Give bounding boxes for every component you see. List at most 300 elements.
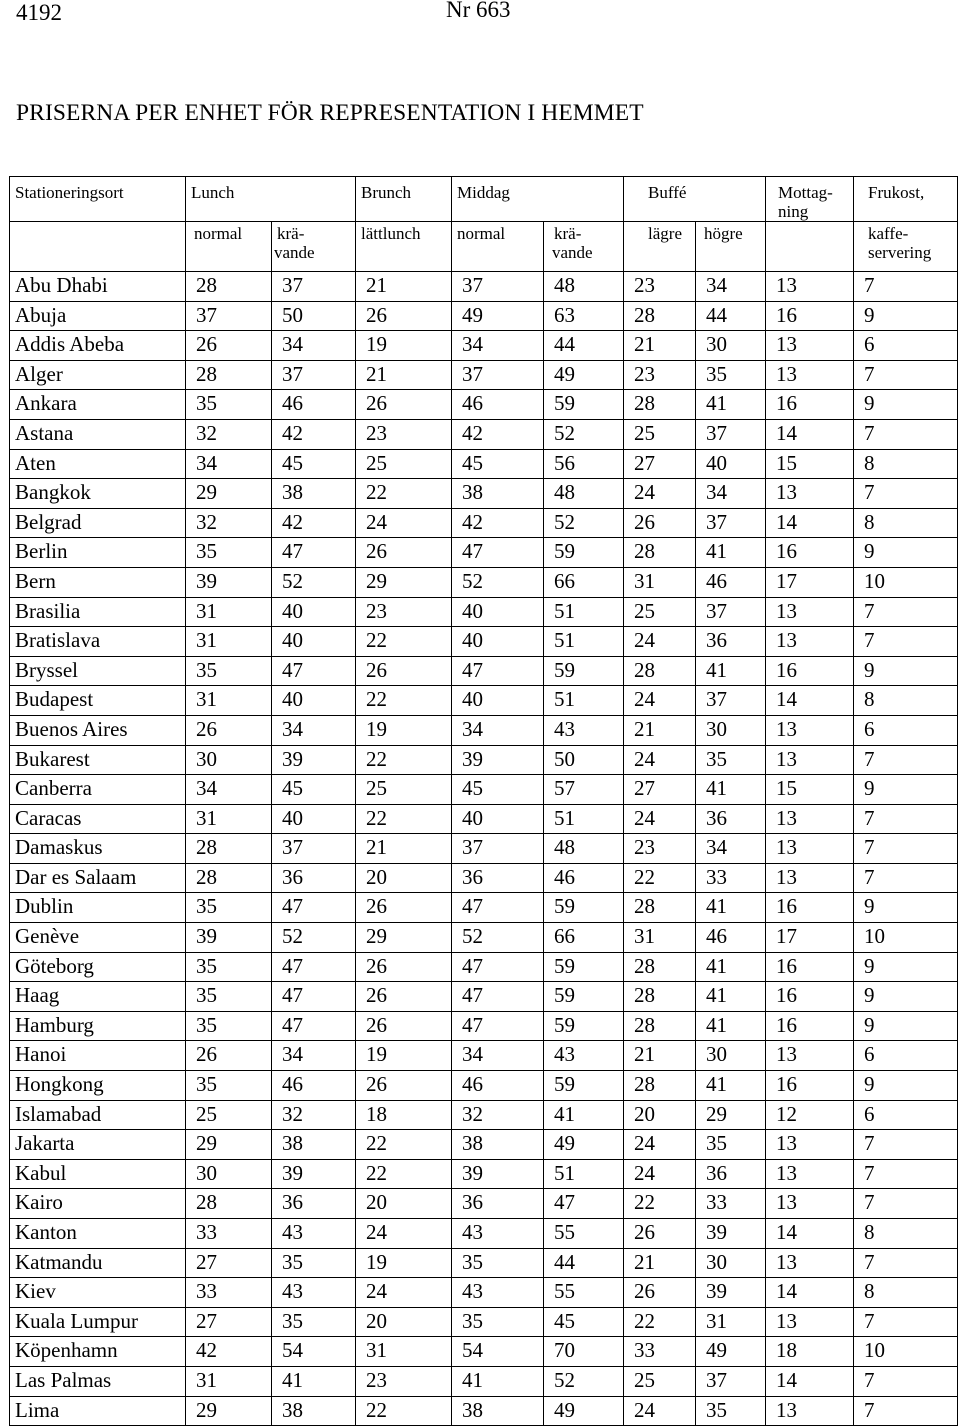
cell-lunch-normal: 39 bbox=[186, 923, 272, 953]
cell-frukost: 8 bbox=[854, 686, 958, 716]
cell-buffe-hogre: 34 bbox=[696, 834, 766, 864]
cell-city: Berlin bbox=[10, 538, 186, 568]
cell-brunch-lattlunch: 26 bbox=[356, 390, 452, 420]
cell-middag-kravande: 59 bbox=[544, 1071, 624, 1101]
cell-lunch-kravande: 40 bbox=[272, 597, 356, 627]
cell-frukost: 6 bbox=[854, 1100, 958, 1130]
cell-lunch-normal: 31 bbox=[186, 627, 272, 657]
cell-buffe-hogre: 41 bbox=[696, 1011, 766, 1041]
cell-middag-normal: 42 bbox=[452, 508, 544, 538]
cell-lunch-normal: 28 bbox=[186, 1189, 272, 1219]
cell-mottagning: 14 bbox=[766, 1278, 854, 1308]
cell-buffe-lagre: 24 bbox=[624, 627, 696, 657]
cell-mottagning: 13 bbox=[766, 331, 854, 361]
cell-brunch-lattlunch: 19 bbox=[356, 715, 452, 745]
cell-lunch-kravande: 43 bbox=[272, 1219, 356, 1249]
cell-mottagning: 13 bbox=[766, 1189, 854, 1219]
cell-buffe-hogre: 41 bbox=[696, 893, 766, 923]
header-lunch-kravande-line2: vande bbox=[274, 243, 315, 262]
table-row bbox=[10, 952, 958, 982]
cell-brunch-lattlunch: 21 bbox=[356, 834, 452, 864]
table-row bbox=[10, 715, 958, 745]
cell-city: Köpenhamn bbox=[10, 1337, 186, 1367]
header-middag: Middag bbox=[452, 177, 624, 222]
cell-middag-normal: 54 bbox=[452, 1337, 544, 1367]
cell-mottagning: 16 bbox=[766, 538, 854, 568]
cell-buffe-hogre: 35 bbox=[696, 1130, 766, 1160]
cell-buffe-hogre: 37 bbox=[696, 597, 766, 627]
cell-buffe-lagre: 28 bbox=[624, 390, 696, 420]
cell-middag-kravande: 63 bbox=[544, 301, 624, 331]
cell-buffe-hogre: 37 bbox=[696, 686, 766, 716]
cell-buffe-lagre: 33 bbox=[624, 1337, 696, 1367]
cell-lunch-normal: 32 bbox=[186, 419, 272, 449]
cell-city: Brasilia bbox=[10, 597, 186, 627]
cell-city: Katmandu bbox=[10, 1248, 186, 1278]
cell-mottagning: 13 bbox=[766, 1041, 854, 1071]
cell-mottagning: 14 bbox=[766, 686, 854, 716]
cell-brunch-lattlunch: 18 bbox=[356, 1100, 452, 1130]
table-row bbox=[10, 1159, 958, 1189]
cell-lunch-kravande: 34 bbox=[272, 715, 356, 745]
cell-lunch-kravande: 39 bbox=[272, 1159, 356, 1189]
cell-buffe-lagre: 27 bbox=[624, 449, 696, 479]
cell-middag-normal: 40 bbox=[452, 686, 544, 716]
cell-middag-kravande: 47 bbox=[544, 1189, 624, 1219]
cell-mottagning: 13 bbox=[766, 597, 854, 627]
cell-middag-kravande: 55 bbox=[544, 1219, 624, 1249]
cell-lunch-kravande: 41 bbox=[272, 1366, 356, 1396]
cell-middag-kravande: 51 bbox=[544, 804, 624, 834]
cell-lunch-normal: 28 bbox=[186, 272, 272, 302]
cell-middag-normal: 47 bbox=[452, 538, 544, 568]
cell-lunch-kravande: 47 bbox=[272, 952, 356, 982]
cell-city: Islamabad bbox=[10, 1100, 186, 1130]
cell-buffe-lagre: 21 bbox=[624, 1248, 696, 1278]
cell-middag-normal: 45 bbox=[452, 449, 544, 479]
cell-brunch-lattlunch: 22 bbox=[356, 686, 452, 716]
cell-middag-normal: 47 bbox=[452, 982, 544, 1012]
table-row bbox=[10, 1278, 958, 1308]
cell-brunch-lattlunch: 20 bbox=[356, 863, 452, 893]
cell-mottagning: 16 bbox=[766, 656, 854, 686]
cell-buffe-lagre: 28 bbox=[624, 982, 696, 1012]
cell-middag-kravande: 56 bbox=[544, 449, 624, 479]
cell-frukost: 7 bbox=[854, 419, 958, 449]
cell-buffe-lagre: 31 bbox=[624, 567, 696, 597]
cell-frukost: 7 bbox=[854, 1366, 958, 1396]
cell-lunch-normal: 32 bbox=[186, 508, 272, 538]
cell-middag-kravande: 59 bbox=[544, 390, 624, 420]
header-sub-empty bbox=[10, 222, 186, 272]
table-row bbox=[10, 893, 958, 923]
cell-middag-kravande: 50 bbox=[544, 745, 624, 775]
header-middag-kravande-line1: krä- bbox=[554, 224, 582, 243]
cell-lunch-normal: 39 bbox=[186, 567, 272, 597]
cell-lunch-kravande: 47 bbox=[272, 1011, 356, 1041]
cell-middag-normal: 47 bbox=[452, 893, 544, 923]
cell-brunch-lattlunch: 23 bbox=[356, 419, 452, 449]
cell-middag-normal: 40 bbox=[452, 597, 544, 627]
cell-middag-kravande: 48 bbox=[544, 834, 624, 864]
cell-brunch-lattlunch: 24 bbox=[356, 1278, 452, 1308]
cell-buffe-hogre: 31 bbox=[696, 1307, 766, 1337]
cell-brunch-lattlunch: 24 bbox=[356, 1219, 452, 1249]
cell-frukost: 7 bbox=[854, 597, 958, 627]
cell-city: Dar es Salaam bbox=[10, 863, 186, 893]
cell-lunch-kravande: 46 bbox=[272, 1071, 356, 1101]
cell-middag-kravande: 49 bbox=[544, 360, 624, 390]
cell-city: Addis Abeba bbox=[10, 331, 186, 361]
cell-buffe-lagre: 28 bbox=[624, 656, 696, 686]
cell-middag-normal: 35 bbox=[452, 1248, 544, 1278]
table-row bbox=[10, 656, 958, 686]
table-row bbox=[10, 1189, 958, 1219]
cell-lunch-kravande: 54 bbox=[272, 1337, 356, 1367]
table-row bbox=[10, 360, 958, 390]
cell-city: Kabul bbox=[10, 1159, 186, 1189]
cell-city: Bern bbox=[10, 567, 186, 597]
table-row bbox=[10, 863, 958, 893]
cell-lunch-kravande: 47 bbox=[272, 538, 356, 568]
cell-buffe-hogre: 37 bbox=[696, 508, 766, 538]
cell-buffe-lagre: 25 bbox=[624, 419, 696, 449]
cell-buffe-hogre: 33 bbox=[696, 1189, 766, 1219]
cell-lunch-kravande: 32 bbox=[272, 1100, 356, 1130]
cell-mottagning: 16 bbox=[766, 982, 854, 1012]
cell-buffe-lagre: 24 bbox=[624, 479, 696, 509]
cell-frukost: 10 bbox=[854, 1337, 958, 1367]
cell-middag-normal: 36 bbox=[452, 863, 544, 893]
cell-buffe-hogre: 30 bbox=[696, 331, 766, 361]
cell-city: Kanton bbox=[10, 1219, 186, 1249]
table-row bbox=[10, 390, 958, 420]
cell-frukost: 7 bbox=[854, 1159, 958, 1189]
cell-lunch-normal: 34 bbox=[186, 449, 272, 479]
cell-mottagning: 16 bbox=[766, 1071, 854, 1101]
cell-buffe-hogre: 46 bbox=[696, 923, 766, 953]
table-row bbox=[10, 1337, 958, 1367]
cell-lunch-kravande: 39 bbox=[272, 745, 356, 775]
table-row bbox=[10, 686, 958, 716]
header-mottagning-sub-empty bbox=[766, 222, 854, 272]
cell-middag-kravande: 51 bbox=[544, 627, 624, 657]
cell-mottagning: 15 bbox=[766, 449, 854, 479]
cell-buffe-lagre: 28 bbox=[624, 893, 696, 923]
cell-buffe-hogre: 41 bbox=[696, 538, 766, 568]
cell-lunch-kravande: 35 bbox=[272, 1248, 356, 1278]
cell-frukost: 9 bbox=[854, 893, 958, 923]
cell-lunch-kravande: 40 bbox=[272, 627, 356, 657]
cell-lunch-normal: 28 bbox=[186, 834, 272, 864]
cell-brunch-lattlunch: 22 bbox=[356, 745, 452, 775]
cell-lunch-kravande: 50 bbox=[272, 301, 356, 331]
cell-brunch-lattlunch: 22 bbox=[356, 1159, 452, 1189]
header-row-sub bbox=[10, 222, 958, 272]
cell-mottagning: 12 bbox=[766, 1100, 854, 1130]
cell-middag-normal: 47 bbox=[452, 952, 544, 982]
table-row bbox=[10, 1396, 958, 1426]
cell-buffe-lagre: 21 bbox=[624, 331, 696, 361]
cell-buffe-hogre: 35 bbox=[696, 745, 766, 775]
cell-buffe-lagre: 24 bbox=[624, 1396, 696, 1426]
cell-middag-normal: 46 bbox=[452, 1071, 544, 1101]
cell-buffe-hogre: 36 bbox=[696, 627, 766, 657]
cell-lunch-normal: 27 bbox=[186, 1307, 272, 1337]
cell-brunch-lattlunch: 23 bbox=[356, 597, 452, 627]
cell-lunch-normal: 35 bbox=[186, 982, 272, 1012]
cell-lunch-normal: 34 bbox=[186, 775, 272, 805]
cell-lunch-normal: 26 bbox=[186, 331, 272, 361]
cell-middag-normal: 40 bbox=[452, 804, 544, 834]
cell-mottagning: 16 bbox=[766, 952, 854, 982]
cell-middag-kravande: 55 bbox=[544, 1278, 624, 1308]
cell-city: Bratislava bbox=[10, 627, 186, 657]
cell-buffe-lagre: 28 bbox=[624, 952, 696, 982]
cell-buffe-hogre: 41 bbox=[696, 952, 766, 982]
cell-lunch-kravande: 37 bbox=[272, 834, 356, 864]
header-lunch-kravande-line1: krä- bbox=[277, 224, 305, 243]
cell-buffe-hogre: 34 bbox=[696, 272, 766, 302]
table-row bbox=[10, 627, 958, 657]
cell-mottagning: 15 bbox=[766, 775, 854, 805]
table-row bbox=[10, 745, 958, 775]
cell-frukost: 7 bbox=[854, 863, 958, 893]
cell-city: Hamburg bbox=[10, 1011, 186, 1041]
cell-buffe-lagre: 28 bbox=[624, 538, 696, 568]
cell-lunch-normal: 31 bbox=[186, 686, 272, 716]
table-row bbox=[10, 479, 958, 509]
cell-frukost: 8 bbox=[854, 508, 958, 538]
cell-middag-kravande: 59 bbox=[544, 952, 624, 982]
header-frukost: Frukost, bbox=[854, 177, 958, 222]
cell-middag-normal: 52 bbox=[452, 567, 544, 597]
cell-lunch-normal: 31 bbox=[186, 597, 272, 627]
table-row bbox=[10, 1219, 958, 1249]
cell-lunch-kravande: 36 bbox=[272, 1189, 356, 1219]
cell-city: Budapest bbox=[10, 686, 186, 716]
cell-lunch-normal: 28 bbox=[186, 360, 272, 390]
cell-buffe-lagre: 24 bbox=[624, 804, 696, 834]
cell-lunch-normal: 37 bbox=[186, 301, 272, 331]
cell-middag-kravande: 59 bbox=[544, 893, 624, 923]
cell-lunch-kravande: 46 bbox=[272, 390, 356, 420]
cell-buffe-hogre: 41 bbox=[696, 390, 766, 420]
cell-city: Canberra bbox=[10, 775, 186, 805]
table-row bbox=[10, 597, 958, 627]
cell-buffe-lagre: 25 bbox=[624, 1366, 696, 1396]
cell-lunch-normal: 42 bbox=[186, 1337, 272, 1367]
cell-frukost: 8 bbox=[854, 1278, 958, 1308]
cell-frukost: 7 bbox=[854, 360, 958, 390]
cell-middag-kravande: 59 bbox=[544, 656, 624, 686]
cell-mottagning: 16 bbox=[766, 301, 854, 331]
cell-city: Abu Dhabi bbox=[10, 272, 186, 302]
cell-lunch-normal: 28 bbox=[186, 863, 272, 893]
cell-lunch-kravande: 40 bbox=[272, 686, 356, 716]
cell-middag-normal: 38 bbox=[452, 479, 544, 509]
cell-frukost: 10 bbox=[854, 567, 958, 597]
cell-middag-kravande: 43 bbox=[544, 715, 624, 745]
cell-brunch-lattlunch: 22 bbox=[356, 1396, 452, 1426]
cell-mottagning: 14 bbox=[766, 1219, 854, 1249]
cell-frukost: 10 bbox=[854, 923, 958, 953]
cell-frukost: 7 bbox=[854, 1130, 958, 1160]
cell-mottagning: 13 bbox=[766, 745, 854, 775]
cell-middag-kravande: 41 bbox=[544, 1100, 624, 1130]
cell-lunch-normal: 35 bbox=[186, 1071, 272, 1101]
cell-brunch-lattlunch: 29 bbox=[356, 567, 452, 597]
cell-frukost: 7 bbox=[854, 627, 958, 657]
cell-lunch-normal: 35 bbox=[186, 390, 272, 420]
cell-middag-normal: 47 bbox=[452, 1011, 544, 1041]
cell-city: Jakarta bbox=[10, 1130, 186, 1160]
cell-frukost: 9 bbox=[854, 301, 958, 331]
cell-brunch-lattlunch: 22 bbox=[356, 479, 452, 509]
cell-city: Bryssel bbox=[10, 656, 186, 686]
cell-lunch-kravande: 45 bbox=[272, 449, 356, 479]
cell-middag-normal: 38 bbox=[452, 1396, 544, 1426]
header-brunch: Brunch bbox=[356, 177, 452, 222]
header-frukost-sub bbox=[854, 222, 958, 272]
cell-city: Astana bbox=[10, 419, 186, 449]
cell-frukost: 9 bbox=[854, 390, 958, 420]
cell-lunch-kravande: 36 bbox=[272, 863, 356, 893]
cell-frukost: 9 bbox=[854, 952, 958, 982]
cell-lunch-normal: 26 bbox=[186, 715, 272, 745]
cell-brunch-lattlunch: 19 bbox=[356, 331, 452, 361]
cell-lunch-normal: 30 bbox=[186, 745, 272, 775]
cell-buffe-hogre: 37 bbox=[696, 419, 766, 449]
cell-buffe-lagre: 21 bbox=[624, 1041, 696, 1071]
header-row-top bbox=[10, 177, 958, 222]
cell-brunch-lattlunch: 26 bbox=[356, 952, 452, 982]
cell-mottagning: 13 bbox=[766, 272, 854, 302]
cell-buffe-lagre: 20 bbox=[624, 1100, 696, 1130]
cell-buffe-lagre: 21 bbox=[624, 715, 696, 745]
cell-buffe-hogre: 37 bbox=[696, 1366, 766, 1396]
cell-buffe-lagre: 26 bbox=[624, 1278, 696, 1308]
header-middag-normal: normal bbox=[452, 222, 544, 272]
table-row bbox=[10, 538, 958, 568]
table-row bbox=[10, 272, 958, 302]
cell-mottagning: 13 bbox=[766, 1130, 854, 1160]
cell-buffe-lagre: 24 bbox=[624, 686, 696, 716]
table-row bbox=[10, 567, 958, 597]
cell-frukost: 7 bbox=[854, 834, 958, 864]
header-lunch-kravande bbox=[272, 222, 356, 272]
cell-brunch-lattlunch: 24 bbox=[356, 508, 452, 538]
cell-city: Göteborg bbox=[10, 952, 186, 982]
cell-lunch-kravande: 34 bbox=[272, 1041, 356, 1071]
cell-mottagning: 16 bbox=[766, 390, 854, 420]
cell-brunch-lattlunch: 25 bbox=[356, 775, 452, 805]
cell-buffe-lagre: 24 bbox=[624, 1130, 696, 1160]
cell-lunch-normal: 33 bbox=[186, 1278, 272, 1308]
cell-middag-normal: 32 bbox=[452, 1100, 544, 1130]
cell-frukost: 7 bbox=[854, 272, 958, 302]
cell-city: Bangkok bbox=[10, 479, 186, 509]
table-row bbox=[10, 923, 958, 953]
cell-city: Hongkong bbox=[10, 1071, 186, 1101]
cell-middag-kravande: 70 bbox=[544, 1337, 624, 1367]
cell-buffe-hogre: 49 bbox=[696, 1337, 766, 1367]
cell-lunch-kravande: 47 bbox=[272, 893, 356, 923]
cell-buffe-lagre: 22 bbox=[624, 1189, 696, 1219]
cell-middag-kravande: 46 bbox=[544, 863, 624, 893]
cell-middag-kravande: 44 bbox=[544, 1248, 624, 1278]
cell-mottagning: 17 bbox=[766, 923, 854, 953]
cell-mottagning: 13 bbox=[766, 479, 854, 509]
cell-middag-kravande: 59 bbox=[544, 538, 624, 568]
header-lunch: Lunch bbox=[186, 177, 356, 222]
table-row bbox=[10, 1041, 958, 1071]
table-row bbox=[10, 1071, 958, 1101]
cell-buffe-lagre: 28 bbox=[624, 301, 696, 331]
cell-city: Genève bbox=[10, 923, 186, 953]
cell-mottagning: 13 bbox=[766, 863, 854, 893]
cell-lunch-normal: 35 bbox=[186, 952, 272, 982]
cell-brunch-lattlunch: 23 bbox=[356, 1366, 452, 1396]
table-row bbox=[10, 419, 958, 449]
cell-lunch-normal: 35 bbox=[186, 656, 272, 686]
cell-lunch-kravande: 52 bbox=[272, 923, 356, 953]
cell-middag-normal: 41 bbox=[452, 1366, 544, 1396]
cell-middag-kravande: 59 bbox=[544, 982, 624, 1012]
cell-brunch-lattlunch: 26 bbox=[356, 656, 452, 686]
cell-middag-normal: 42 bbox=[452, 419, 544, 449]
cell-middag-normal: 37 bbox=[452, 834, 544, 864]
cell-brunch-lattlunch: 21 bbox=[356, 360, 452, 390]
cell-city: Hanoi bbox=[10, 1041, 186, 1071]
table-row bbox=[10, 1011, 958, 1041]
header-middag-kravande-line2: vande bbox=[552, 243, 593, 262]
cell-frukost: 9 bbox=[854, 982, 958, 1012]
table-row bbox=[10, 982, 958, 1012]
table-row bbox=[10, 449, 958, 479]
header-mottagning-line2: ning bbox=[778, 202, 809, 221]
cell-middag-normal: 46 bbox=[452, 390, 544, 420]
cell-buffe-lagre: 28 bbox=[624, 1011, 696, 1041]
cell-brunch-lattlunch: 22 bbox=[356, 627, 452, 657]
cell-middag-normal: 43 bbox=[452, 1278, 544, 1308]
cell-lunch-kravande: 43 bbox=[272, 1278, 356, 1308]
cell-brunch-lattlunch: 26 bbox=[356, 1011, 452, 1041]
table-row bbox=[10, 301, 958, 331]
cell-middag-kravande: 48 bbox=[544, 272, 624, 302]
cell-frukost: 7 bbox=[854, 1248, 958, 1278]
cell-buffe-hogre: 35 bbox=[696, 1396, 766, 1426]
cell-middag-normal: 37 bbox=[452, 360, 544, 390]
cell-lunch-normal: 25 bbox=[186, 1100, 272, 1130]
cell-middag-kravande: 59 bbox=[544, 1011, 624, 1041]
cell-frukost: 7 bbox=[854, 1189, 958, 1219]
cell-mottagning: 16 bbox=[766, 893, 854, 923]
cell-mottagning: 14 bbox=[766, 1366, 854, 1396]
cell-middag-normal: 34 bbox=[452, 1041, 544, 1071]
cell-middag-normal: 34 bbox=[452, 331, 544, 361]
cell-buffe-hogre: 39 bbox=[696, 1278, 766, 1308]
cell-lunch-normal: 27 bbox=[186, 1248, 272, 1278]
cell-city: Lima bbox=[10, 1396, 186, 1426]
cell-frukost: 7 bbox=[854, 479, 958, 509]
table-row bbox=[10, 1130, 958, 1160]
cell-middag-kravande: 66 bbox=[544, 567, 624, 597]
cell-buffe-hogre: 36 bbox=[696, 1159, 766, 1189]
cell-buffe-lagre: 23 bbox=[624, 360, 696, 390]
header-frukost-line2: servering bbox=[868, 243, 932, 262]
cell-brunch-lattlunch: 26 bbox=[356, 538, 452, 568]
